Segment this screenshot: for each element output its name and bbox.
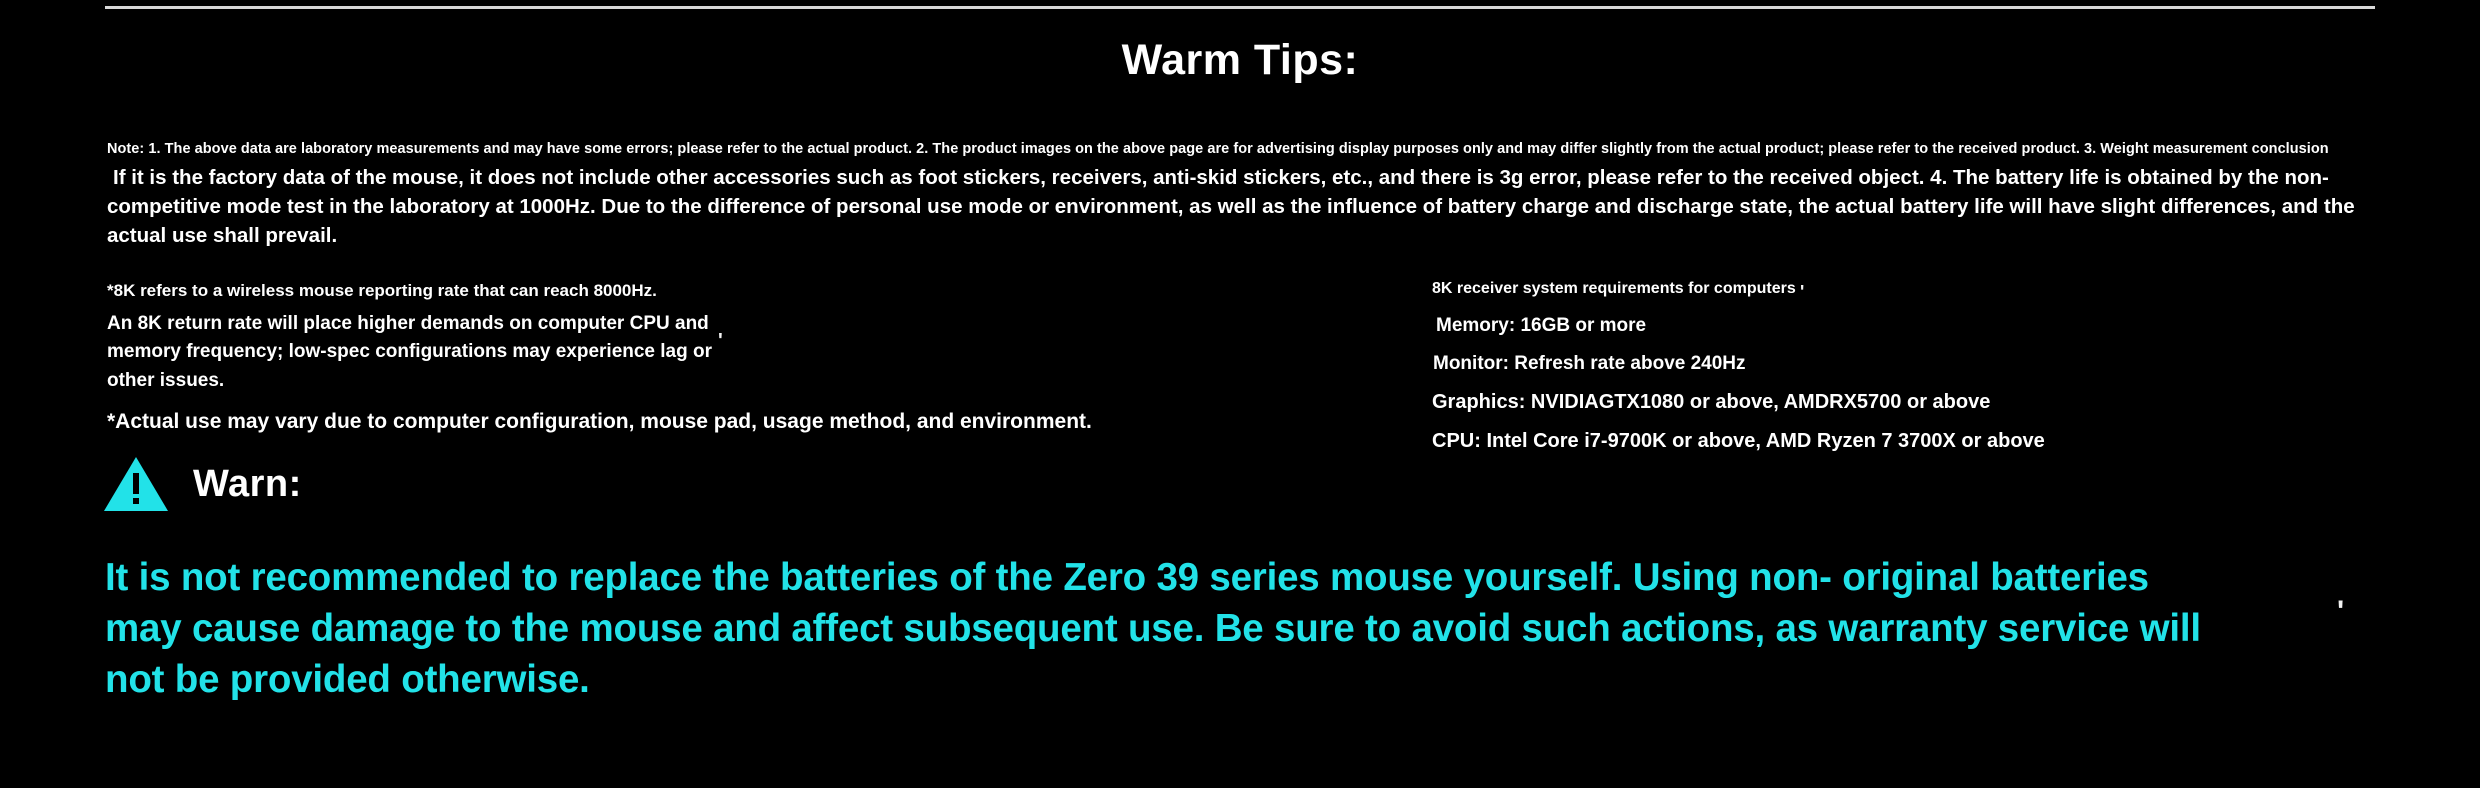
page-title: Warm Tips: bbox=[1121, 36, 1359, 84]
requirement-memory: Memory: 16GB or more bbox=[1436, 315, 1647, 337]
disclaimer-line-3: the actual use shall prevail. bbox=[107, 195, 2355, 248]
left-specs-column bbox=[107, 278, 1167, 436]
note-8k-definition: *8K refers to a wireless mouse reporting rate that can reach 8000Hz. bbox=[107, 281, 657, 300]
warning-body-line-1: It is not recommended to replace the batteries of the Zero 39 series mouse yourself. Using non- bbox=[105, 556, 1832, 599]
disclaimer-line-2: competitive mode test in the laboratory at 1000Hz. Due to the difference of personal use mode or environment, as well as the influence of battery charge and discharge state, the actual battery life will have slight differences, and bbox=[107, 195, 2319, 219]
stray-mark-left: ' bbox=[718, 330, 723, 352]
disclaimer-line-1: If it is the factory data of the mouse, it does not include other accessories such as foot stickers, receivers, anti-skid stickers, etc., and there is 3g error, please refer to the received object. 4. The battery life is obtained by the non- bbox=[113, 166, 2329, 189]
warning-label: Warn: bbox=[193, 462, 302, 505]
note-return-rate-line-3: other issues. bbox=[107, 369, 225, 391]
stray-mark-right: ' bbox=[1800, 282, 1805, 302]
top-divider bbox=[105, 6, 2375, 9]
warning-body-line-2: original batteries may cause damage to the mouse and affect subsequent use. Be sure to avoid such bbox=[105, 556, 2149, 651]
disclaimer-note-main bbox=[107, 163, 2377, 250]
warning-body bbox=[105, 552, 2235, 706]
right-requirements-column bbox=[1432, 278, 2372, 453]
warning-body-line-3: actions, as warranty service will not be provided otherwise. bbox=[105, 607, 2201, 702]
requirement-cpu: CPU: Intel Core i7-9700K or above, AMD Ryzen 7 3700X or above bbox=[1432, 430, 2045, 453]
note-return-rate-line-2: memory frequency; low-spec configurations may experience lag or bbox=[107, 341, 713, 362]
note-actual-use: *Actual use may vary due to computer configuration, mouse pad, usage method, and environment. bbox=[107, 410, 1092, 433]
note-return-rate-line-1: An 8K return rate will place higher demands on computer CPU and bbox=[107, 312, 709, 334]
warning-triangle-icon bbox=[103, 455, 169, 513]
stray-mark-bottom: ' bbox=[2337, 595, 2345, 628]
requirement-graphics: Graphics: NVIDIAGTX1080 or above, AMDRX5700 or above bbox=[1432, 391, 1991, 414]
warning-header bbox=[103, 455, 302, 513]
requirement-monitor: Monitor: Refresh rate above 240Hz bbox=[1433, 353, 1746, 375]
disclaimer-note-small: Note: 1. The above data are laboratory measurements and may have some errors; please refer to the actual product. 2. The product images on the above page are for advertising display purposes only and may differ slightly from the actual product; please refer to the received product. 3. Weight measurement conclusion bbox=[107, 141, 2329, 157]
requirements-heading: 8K receiver system requirements for computers bbox=[1432, 280, 1796, 297]
